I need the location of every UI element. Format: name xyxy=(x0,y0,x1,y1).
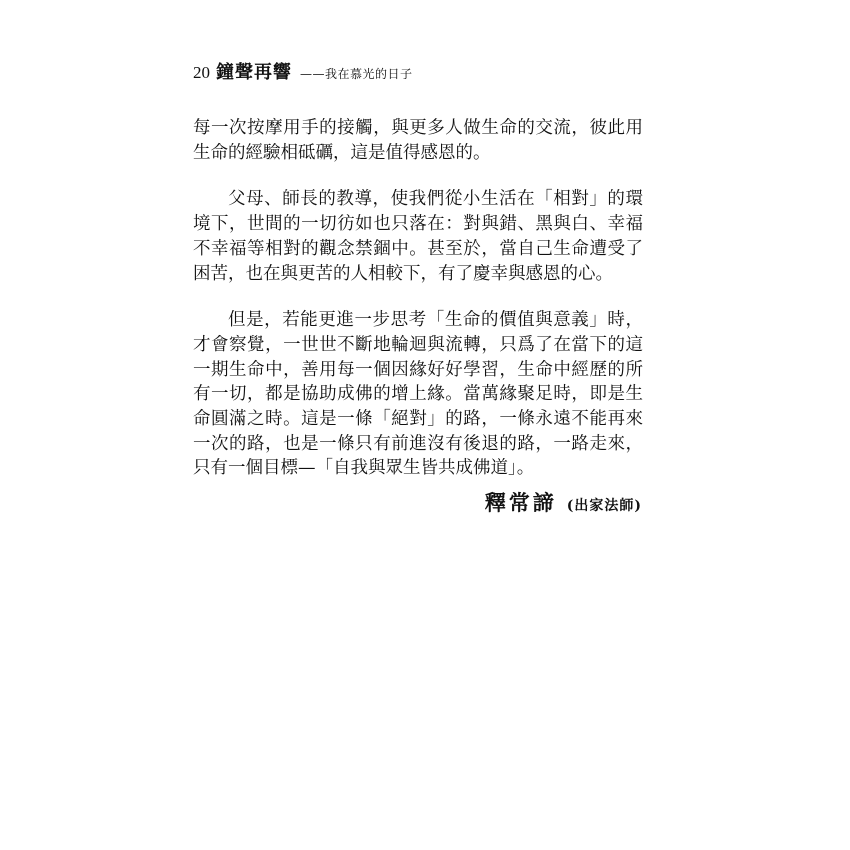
page-number: 20 xyxy=(193,63,210,82)
running-header xyxy=(193,58,413,84)
author-signature xyxy=(485,487,642,517)
author-name: 釋常諦 xyxy=(484,490,557,515)
paragraph-3: 但是，若能更進一步思考「生命的價值與意義」時，才會察覺，一世世不斷地輪迴與流轉，只爲了在當下的這一期生命中，善用每一個因緣好好學習，生命中經歷的所有一切，都是協助成佛的增上緣。當萬緣聚足時，即是生命圓滿之時。這是一條「絕對」的路，一條永遠不能再來一次的路，也是一條只有前進沒有後退的路，一路走來，只有一個目標—「自我與眾生皆共成佛道」。 xyxy=(193,310,643,479)
book-title: 鐘聲再響 xyxy=(216,62,292,83)
book-subtitle: ——我在慕光的日子 xyxy=(300,67,413,81)
paragraph-2: 父母、師長的教導，使我們從小生活在「相對」的環境下，世間的一切彷如也只落在：對與錯、黑與白、幸福不幸福等相對的觀念禁錮中。甚至於，當自己生命遭受了困苦，也在與更苦的人相較下，有了慶幸與感恩的心。 xyxy=(193,189,643,284)
author-role: (出家法師) xyxy=(566,498,642,514)
paragraph-1: 每一次按摩用手的接觸，與更多人做生命的交流，彼此用生命的經驗相砥礪，這是值得感恩的。 xyxy=(193,118,643,163)
body-text xyxy=(193,116,643,503)
